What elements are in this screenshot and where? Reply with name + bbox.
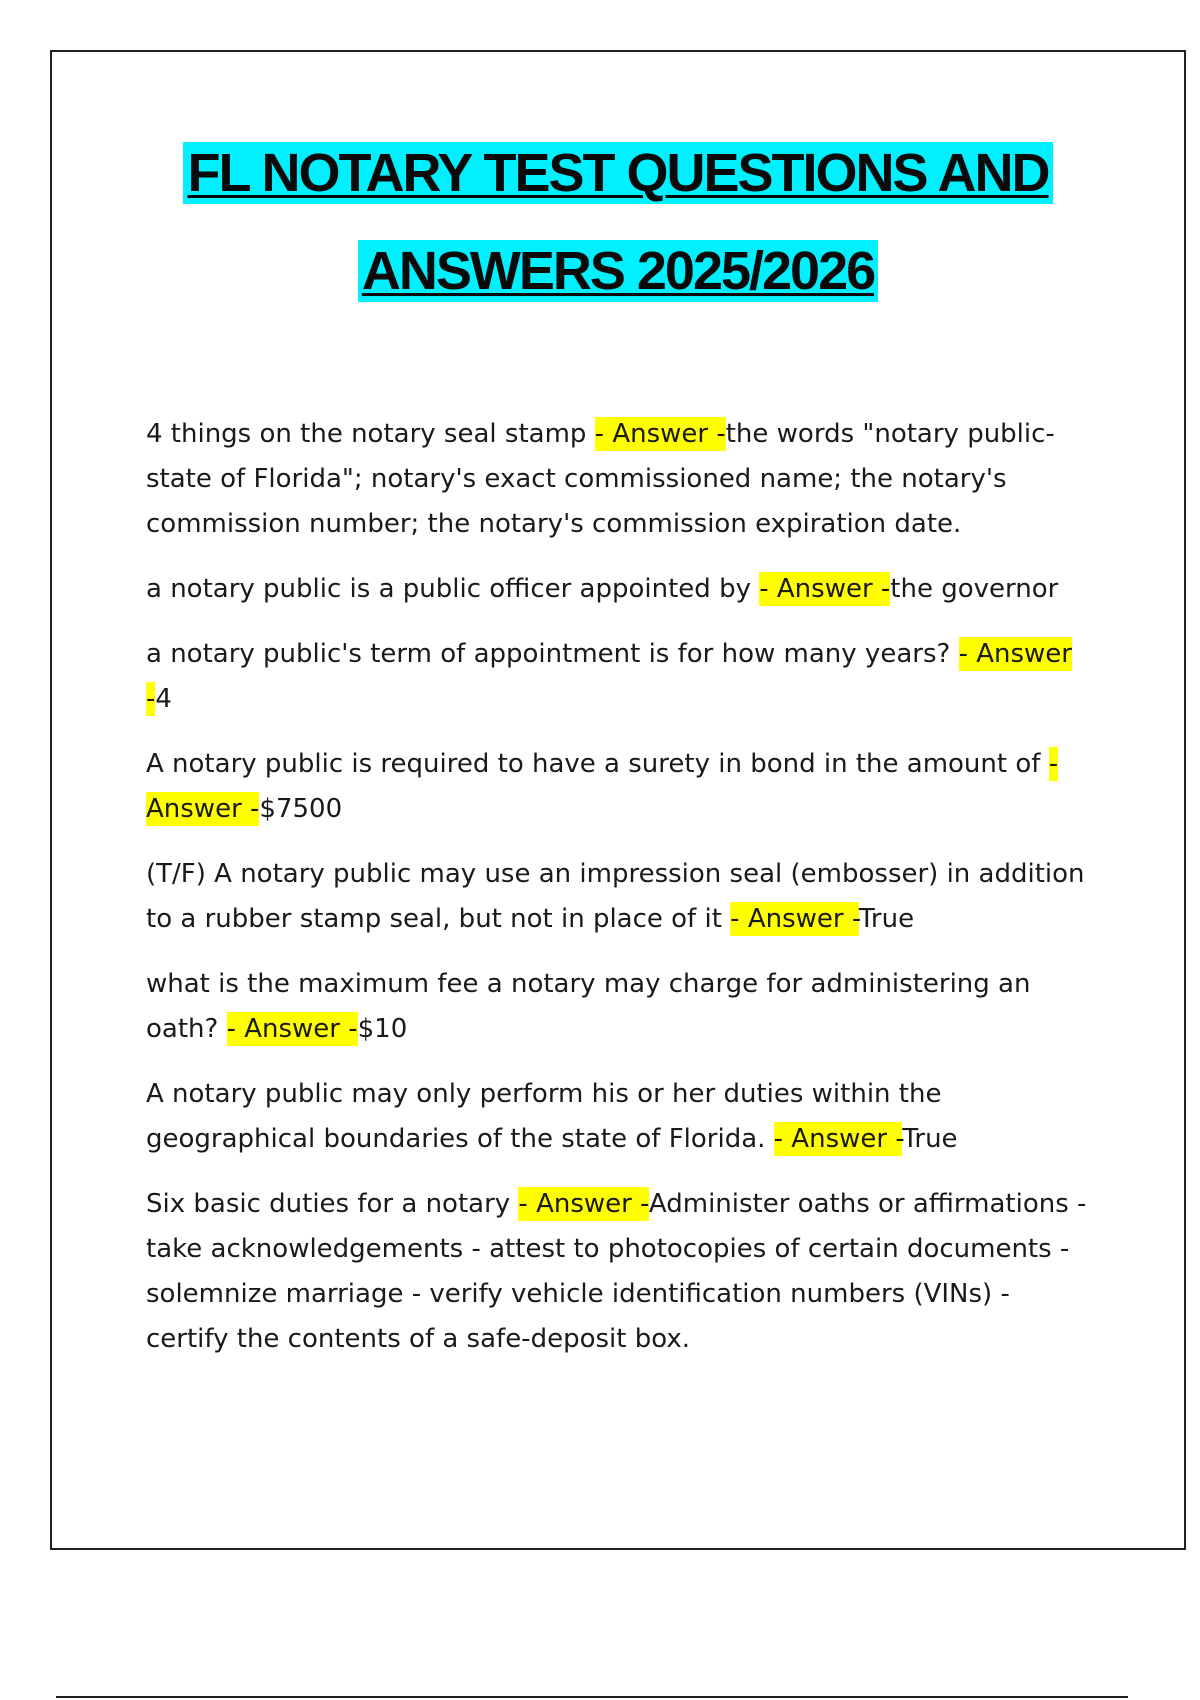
answer-marker: - Answer -	[773, 1124, 903, 1154]
qa-item	[146, 962, 1096, 1052]
answer-text: 4	[155, 684, 172, 714]
answer-text: $10	[357, 1014, 408, 1044]
answer-text: $7500	[259, 794, 343, 824]
question-text: what is the maximum fee a notary may charge for administering an oath?	[146, 969, 1031, 1044]
answer-marker: - Answer -	[730, 904, 859, 934]
page-title-line-1: FL NOTARY TEST QUESTIONS AND	[183, 142, 1052, 204]
answer-marker: - Answer -	[594, 419, 726, 449]
qa-item	[146, 632, 1096, 722]
question-text: (T/F) A notary public may use an impression seal (embosser) in addition to a rubber stamp seal, but not in place of it	[146, 859, 1085, 934]
question-text: Six basic duties for a notary	[146, 1189, 519, 1219]
qa-item	[146, 742, 1096, 832]
answer-marker: - Answer -	[146, 639, 1072, 714]
answer-marker: - Answer -	[146, 749, 1059, 824]
question-text: a notary public's term of appointment is for how many years?	[146, 639, 959, 669]
qa-item	[146, 567, 1096, 612]
qa-list	[146, 412, 1096, 1382]
answer-text: True	[858, 904, 915, 934]
page-title-line-2: ANSWERS 2025/2026	[358, 240, 878, 302]
answer-marker: - Answer -	[226, 1014, 358, 1044]
title-block	[52, 142, 1184, 302]
qa-item	[146, 1182, 1096, 1362]
answer-text: the words "notary public-state of Florida"; notary's exact commissioned name; the notary's commission number; the notary's commission expiration date.	[146, 419, 1055, 539]
bottom-rule	[56, 1696, 1128, 1698]
answer-text: Administer oaths or affirmations - take acknowledgements - attest to photocopies of certain documents - solemnize marriage - verify vehicle identification numbers (VINs) - certify the contents of a safe-deposit box.	[146, 1189, 1087, 1354]
question-text: a notary public is a public officer appointed by	[146, 574, 760, 604]
answer-text: the governor	[890, 574, 1059, 604]
qa-item	[146, 852, 1096, 942]
qa-item	[146, 412, 1096, 547]
answer-text: True	[902, 1124, 958, 1154]
question-text: A notary public is required to have a surety in bond in the amount of	[146, 749, 1049, 779]
answer-marker: - Answer -	[759, 574, 891, 604]
document-page	[50, 50, 1186, 1550]
answer-marker: - Answer -	[518, 1189, 649, 1219]
qa-item	[146, 1072, 1096, 1162]
question-text: A notary public may only perform his or her duties within the geographical boundaries of the state of Florida.	[146, 1079, 942, 1154]
question-text: 4 things on the notary seal stamp	[146, 419, 595, 449]
